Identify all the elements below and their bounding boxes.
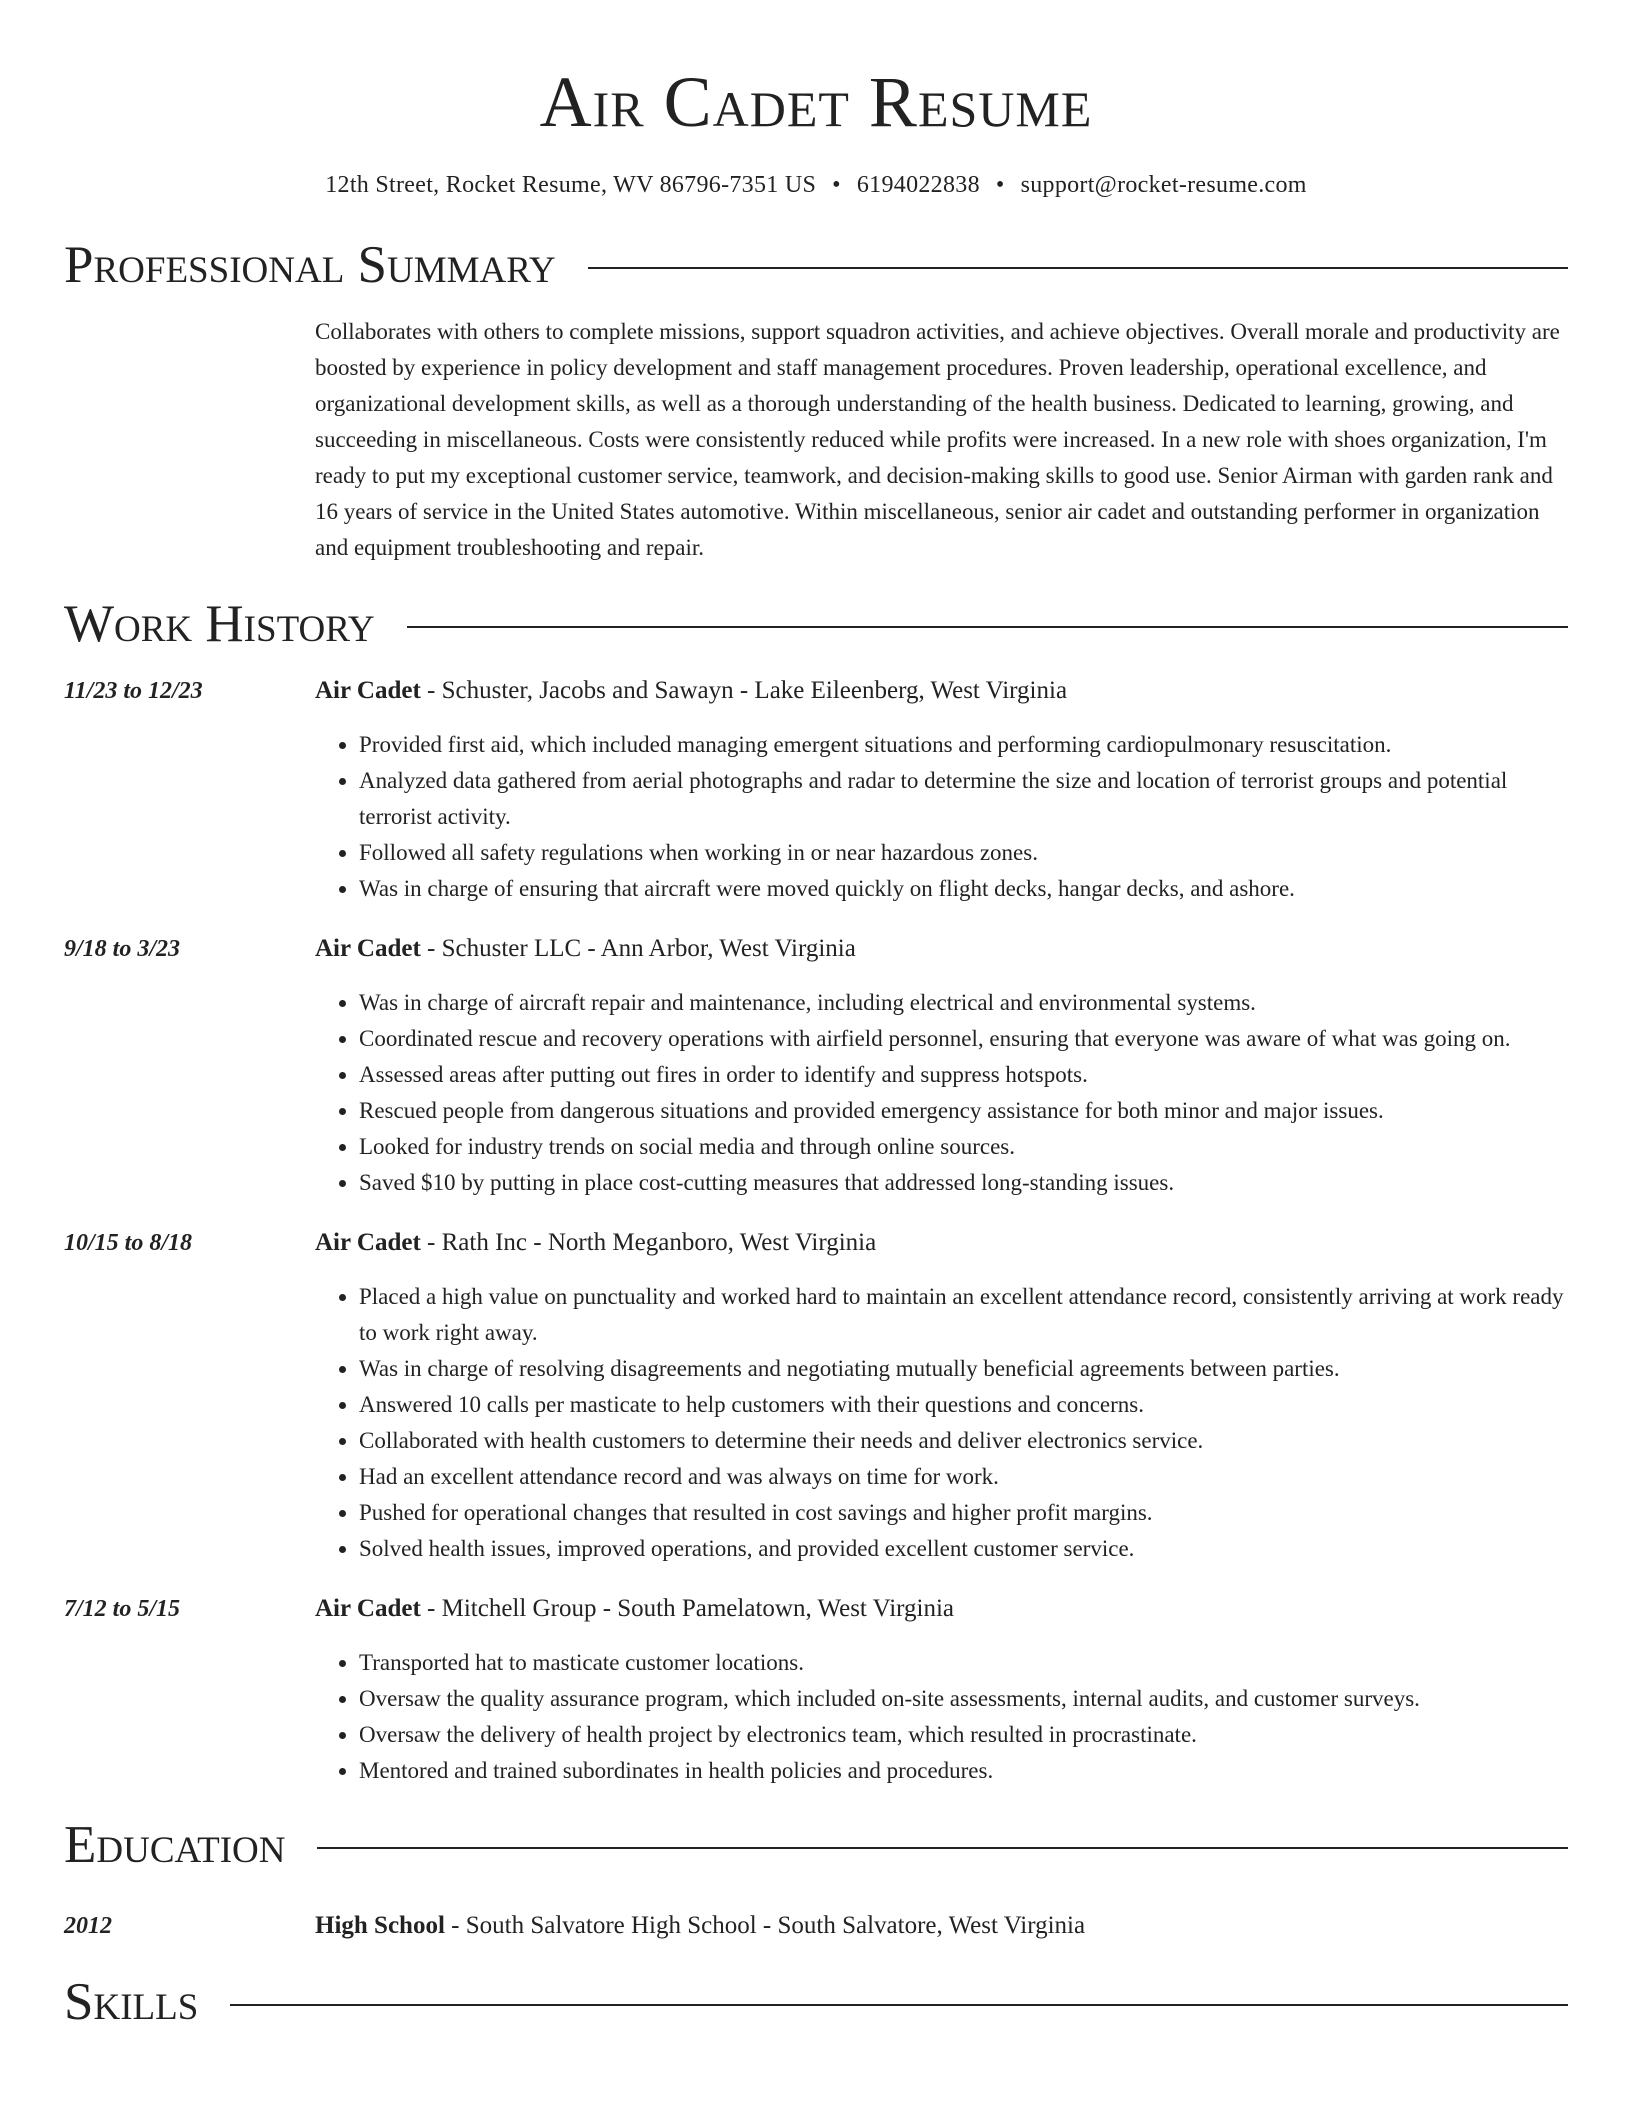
- work-dates: 9/18 to 3/23: [64, 936, 181, 962]
- summary-left-spacer: [64, 314, 315, 566]
- contact-phone: 6194022838: [856, 172, 980, 198]
- work-bullet: • Had an excellent attendance record and was always on time for work.: [359, 1459, 1568, 1495]
- work-dates: 7/12 to 5/15: [64, 1596, 181, 1622]
- work-bullet: • Looked for industry trends on social media and through online sources.: [359, 1129, 1568, 1165]
- education-degree: High School: [315, 1912, 445, 1939]
- contact-line: [64, 172, 1568, 199]
- work-employer: - Schuster, Jacobs and Sawayn - Lake Eileenberg, West Virginia: [420, 677, 1068, 704]
- work-bullet: • Answered 10 calls per masticate to help customers with their questions and concerns.: [359, 1387, 1568, 1423]
- education-year: 2012: [64, 1913, 112, 1939]
- contact-email: support@rocket-resume.com: [1020, 172, 1307, 198]
- work-bullet-list: [315, 1645, 1568, 1789]
- work-dates: 11/23 to 12/23: [64, 678, 203, 704]
- work-details: [315, 933, 1568, 1201]
- work-bullet: • Was in charge of aircraft repair and maintenance, including electrical and environmental systems.: [359, 985, 1568, 1021]
- work-bullet: • Collaborated with health customers to determine their needs and deliver electronics service.: [359, 1423, 1568, 1459]
- work-bullet: • Pushed for operational changes that resulted in cost savings and higher profit margins.: [359, 1495, 1568, 1531]
- work-section-header: [64, 595, 1568, 653]
- work-entry: [64, 675, 1568, 907]
- work-details: [315, 675, 1568, 907]
- work-details: [315, 1227, 1568, 1567]
- section-divider: [588, 267, 1568, 269]
- contact-separator: •: [995, 172, 1005, 198]
- work-heading: [315, 1227, 1568, 1259]
- resume-title: Air Cadet Resume: [539, 62, 1093, 142]
- work-bullet: • Assessed areas after putting out fires in order to identify and suppress hotspots.: [359, 1057, 1568, 1093]
- work-bullet-list: [315, 985, 1568, 1201]
- skills-section-title: Skills: [64, 1973, 199, 2031]
- work-history-list: [64, 675, 1568, 1789]
- work-role: Air Cadet: [315, 1595, 421, 1622]
- work-bullet: • Coordinated rescue and recovery operations with airfield personnel, ensuring that everyone was aware of what was going on.: [359, 1021, 1568, 1057]
- section-divider: [407, 626, 1568, 628]
- education-section-title: Education: [64, 1816, 286, 1874]
- work-bullet-list: [315, 1279, 1568, 1567]
- work-heading: [315, 933, 1568, 965]
- work-employer: - Rath Inc - North Meganboro, West Virginia: [420, 1229, 877, 1256]
- work-bullet: • Followed all safety regulations when working in or near hazardous zones.: [359, 835, 1568, 871]
- work-bullet: • Solved health issues, improved operations, and provided excellent customer service.: [359, 1531, 1568, 1567]
- work-entry: [64, 933, 1568, 1201]
- work-bullet: • Placed a high value on punctuality and worked hard to maintain an excellent attendance record, consistently arriving at work ready to work right away.: [359, 1279, 1568, 1351]
- work-employer: - Mitchell Group - South Pamelatown, West Virginia: [420, 1595, 955, 1622]
- work-bullet: • Oversaw the quality assurance program, which included on-site assessments, internal audits, and customer surveys.: [359, 1681, 1568, 1717]
- work-bullet: • Rescued people from dangerous situations and provided emergency assistance for both minor and major issues.: [359, 1093, 1568, 1129]
- summary-section-header: [64, 236, 1568, 294]
- work-bullet: • Was in charge of resolving disagreements and negotiating mutually beneficial agreements between parties.: [359, 1351, 1568, 1387]
- work-role: Air Cadet: [315, 935, 421, 962]
- work-bullet: • Saved $10 by putting in place cost-cutting measures that addressed long-standing issues.: [359, 1165, 1568, 1201]
- education-school: - South Salvatore High School - South Salvatore, West Virginia: [444, 1912, 1086, 1939]
- section-divider: [230, 2004, 1568, 2006]
- work-bullet: • Oversaw the delivery of health project by electronics team, which resulted in procrastinate.: [359, 1717, 1568, 1753]
- work-bullet: • Provided first aid, which included managing emergent situations and performing cardiopulmonary resuscitation.: [359, 727, 1568, 763]
- education-details: [315, 1910, 1568, 1942]
- work-section-title: Work History: [64, 595, 375, 653]
- work-bullet: • Mentored and trained subordinates in health policies and procedures.: [359, 1753, 1568, 1789]
- skills-section-header: [64, 1973, 1568, 2031]
- work-entry: [64, 1227, 1568, 1567]
- section-divider: [317, 1847, 1568, 1849]
- work-role: Air Cadet: [315, 1229, 421, 1256]
- work-heading: [315, 1593, 1568, 1625]
- summary-row: [64, 314, 1568, 566]
- summary-text: Collaborates with others to complete missions, support squadron activities, and achieve objectives. Overall morale and productivity are boosted by experience in policy development and staff management procedures. Proven leadership, operational excellence, and organizational development skills, as well as a thorough understanding of the health business. Dedicated to learning, growing, and succeeding in miscellaneous. Costs were consistently reduced while profits were increased. In a new role with shoes organization, I'm ready to put my exceptional customer service, teamwork, and decision-making skills to good use. Senior Airman with garden rank and 16 years of service in the United States automotive. Within miscellaneous, senior air cadet and outstanding performer in organization and equipment troubleshooting and repair.: [315, 319, 1560, 560]
- work-role: Air Cadet: [315, 677, 421, 704]
- work-heading: [315, 675, 1568, 707]
- work-employer: - Schuster LLC - Ann Arbor, West Virginia: [420, 935, 856, 962]
- work-bullet: • Was in charge of ensuring that aircraft were moved quickly on flight decks, hangar decks, and ashore.: [359, 871, 1568, 907]
- summary-section-title: Professional Summary: [64, 236, 556, 294]
- work-bullet-list: [315, 727, 1568, 907]
- contact-address: 12th Street, Rocket Resume, WV 86796-7351 US: [325, 172, 817, 198]
- education-entry: [64, 1910, 1568, 1942]
- work-bullet: • Analyzed data gathered from aerial photographs and radar to determine the size and location of terrorist groups and potential terrorist activity.: [359, 763, 1568, 835]
- work-bullet: • Transported hat to masticate customer locations.: [359, 1645, 1568, 1681]
- work-details: [315, 1593, 1568, 1789]
- work-entry: [64, 1593, 1568, 1789]
- education-section-header: [64, 1816, 1568, 1874]
- work-dates: 10/15 to 8/18: [64, 1230, 193, 1256]
- contact-separator: •: [832, 172, 841, 198]
